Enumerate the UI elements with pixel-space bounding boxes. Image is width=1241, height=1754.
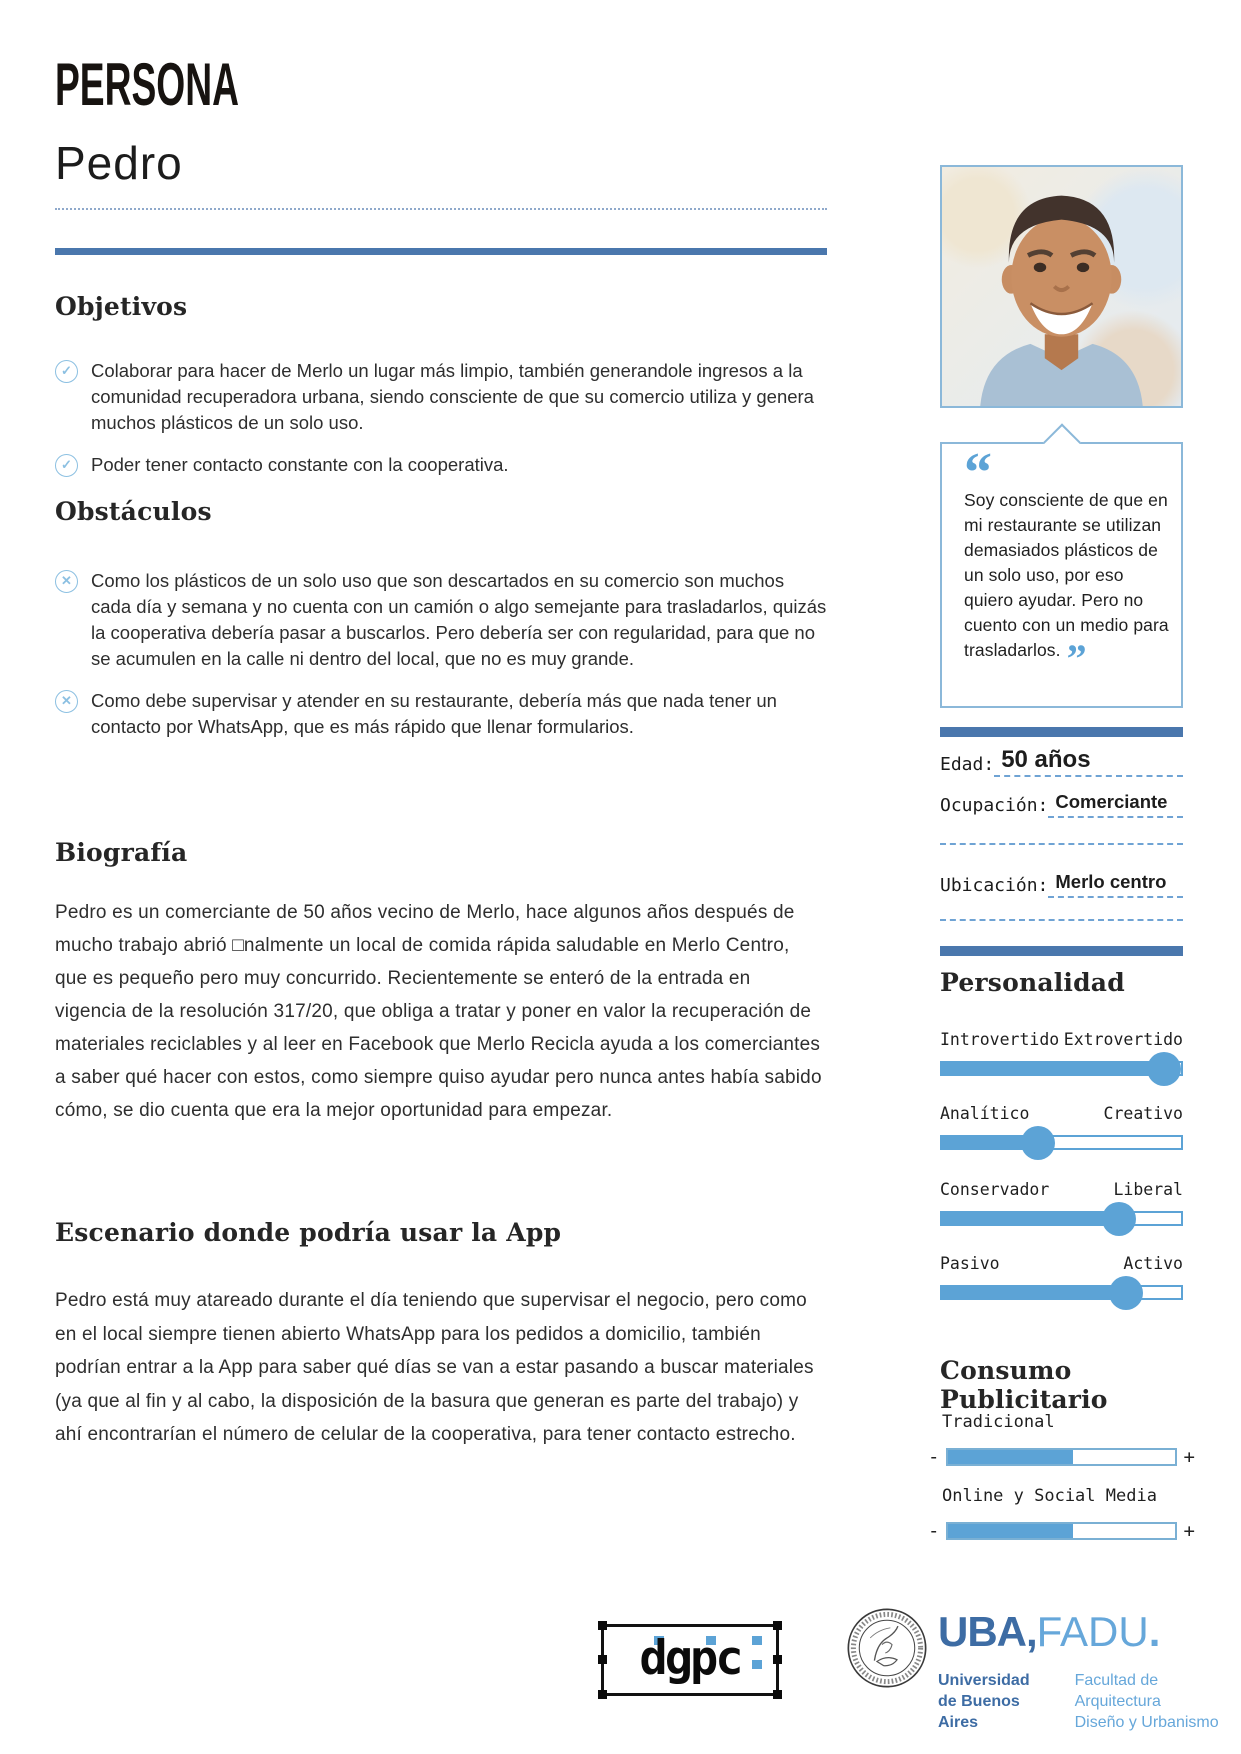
uba-line: Facultad de Arquitectura — [1074, 1672, 1161, 1710]
speech-caret — [1042, 423, 1080, 461]
ad-consumption-bar — [928, 1486, 1195, 1542]
uba-line: Diseño y Urbanismo — [1074, 1714, 1219, 1731]
personalidad-heading: Personalidad — [940, 968, 1125, 997]
slider-left-label: Introvertido — [940, 1030, 1060, 1049]
slider-knob — [1102, 1202, 1136, 1236]
persona-photo — [940, 165, 1183, 408]
sidebar-divider-bar — [940, 727, 1183, 737]
slider-knob — [1021, 1126, 1055, 1160]
consumo-heading: Consumo Publicitario — [940, 1356, 1108, 1414]
sidebar — [928, 0, 1195, 1754]
obstaculos-heading: Obstáculos — [55, 497, 212, 526]
field-value: Comerciante — [1055, 791, 1168, 812]
slider-fill — [942, 1213, 1119, 1224]
ad-bar-label: Tradicional — [942, 1412, 1055, 1432]
uba-faculty-lines — [1075, 1670, 1241, 1733]
page-title: Pedro — [55, 136, 827, 210]
uba-fadu-logo — [938, 1610, 1241, 1733]
selection-handle — [598, 1655, 607, 1664]
biografia-heading: Biografía — [55, 838, 188, 867]
slider-left-label: Pasivo — [940, 1254, 1000, 1273]
sidebar-divider-bar — [940, 946, 1183, 956]
slider-left-label: Conservador — [940, 1180, 1050, 1199]
slider-right-label: Creativo — [1103, 1104, 1183, 1123]
slider-track — [940, 1285, 1183, 1300]
personality-slider — [940, 1030, 1183, 1076]
obstaculos-list — [55, 568, 827, 740]
uba-fadu-title — [938, 1610, 1241, 1664]
uba-seal-icon — [845, 1606, 929, 1692]
list-item — [55, 358, 827, 436]
ad-bar-fill — [948, 1450, 1072, 1464]
uba-university-lines — [938, 1670, 1059, 1733]
slider-track — [940, 1211, 1183, 1226]
pixel-accent — [752, 1636, 762, 1645]
selection-handle — [773, 1621, 782, 1630]
selection-handle — [773, 1690, 782, 1699]
obstaculo-text: Como los plásticos de un solo uso que son descartados en su comercio son muchos cada día y semana y no cuenta con un camión o algo semejante para trasladarlos, quizás la cooperativa debería pasar a buscarlos. Pero debería ser con regularidad, para que no se acumulen en la calle ni dentro del local, que no es muy grande. — [91, 570, 827, 669]
main-divider-bar — [55, 248, 827, 255]
selection-handle — [598, 1621, 607, 1630]
slider-right-label: Extrovertido — [1063, 1030, 1183, 1049]
open-quote-icon: “ — [964, 442, 992, 504]
uba-line: de Buenos Aires — [938, 1693, 1020, 1731]
dashed-line — [940, 919, 1183, 921]
selection-handle — [598, 1690, 607, 1699]
portrait-illustration — [942, 167, 1181, 406]
escenario-text: Pedro está muy atareado durante el día teniendo que supervisar el negocio, pero como en el local siempre tienen abierto WhatsApp para los pedidos a domicilio, también podrían entrar a la App para saber qué días se van a estar pasando a buscar materiales (ya que al fin y al cabo, la disposición de la basura que generan es parte del trabajo) y ahí encontrarían el número de celular de la cooperativa, para tener contacto estrecho. — [55, 1290, 814, 1445]
minus-icon: - — [928, 1520, 940, 1542]
close-quote-icon: ” — [1066, 636, 1087, 681]
x-circle-icon: ✕ — [55, 690, 78, 713]
uba-acronym: UBA, — [938, 1608, 1037, 1655]
list-item — [55, 452, 827, 478]
slider-right-label: Liberal — [1113, 1180, 1183, 1199]
objetivo-text: Poder tener contacto constante con la cooperativa. — [91, 454, 509, 475]
pixel-accent — [752, 1660, 762, 1669]
fadu-acronym: FADU — [1036, 1608, 1149, 1655]
dashed-line — [940, 843, 1183, 845]
field-ocupacion — [940, 792, 1183, 818]
selection-handle — [773, 1655, 782, 1664]
slider-left-label: Analítico — [940, 1104, 1030, 1123]
field-value: Merlo centro — [1055, 871, 1167, 892]
obstaculo-text: Como debe supervisar y atender en su restaurante, debería más que nada tener un contacto por WhatsApp, que es más rápido que llenar formularios. — [91, 690, 777, 737]
objetivos-heading: Objetivos — [55, 292, 188, 321]
slider-knob — [1147, 1052, 1181, 1086]
main-column — [55, 0, 827, 1754]
objetivo-text: Colaborar para hacer de Merlo un lugar más limpio, también generandole ingresos a la comunidad recuperadora urbana, siendo consciente de que su comercio utiliza y genera muchos plásticos de un solo uso. — [91, 360, 814, 433]
check-circle-icon: ✓ — [55, 454, 78, 477]
ad-bar-fill — [948, 1524, 1072, 1538]
slider-right-label: Activo — [1123, 1254, 1183, 1273]
biografia-text: Pedro es un comerciante de 50 años vecino de Merlo, hace algunos años después de mucho trabajo abrió □nalmente un local de comida rápida saludable en Merlo Centro, que es pequeño pero muy concurrido. Recientemente se enteró de la entrada en vigencia de la resolución 317/20, que obliga a tratar y poner en valor la recuperación de materiales reciclables y al leer en Facebook que Merlo Recicla ayuda a los comerciantes a saber qué hacer con estos, como siempre quiso ayudar pero nunca antes había sabido cómo, se dio cuenta que era la mejor oportunidad para empezar. — [55, 902, 822, 1121]
slider-fill — [942, 1287, 1126, 1298]
escenario-heading: Escenario donde podría usar la App — [55, 1218, 562, 1247]
slider-fill — [942, 1063, 1164, 1074]
objetivos-list — [55, 358, 827, 478]
field-value: 50 años — [1001, 746, 1091, 773]
dgpc-logo — [601, 1624, 779, 1696]
field-ubicacion — [940, 872, 1183, 898]
list-item — [55, 568, 827, 672]
quote-box — [940, 442, 1183, 708]
x-circle-icon: ✕ — [55, 570, 78, 593]
fadu-dot: . — [1148, 1608, 1161, 1655]
slider-track — [940, 1135, 1183, 1150]
minus-icon: - — [928, 1446, 940, 1468]
plus-icon: + — [1183, 1520, 1195, 1542]
ad-bar-track — [946, 1448, 1176, 1466]
quote-text: Soy consciente de que en mi restaurante se utilizan demasiados plásticos de un solo uso, por eso quiero ayudar. Pero no cuento con un medio para trasladarlos. — [964, 490, 1169, 660]
field-label: Edad: — [940, 754, 995, 775]
check-circle-icon: ✓ — [55, 360, 78, 383]
personality-slider — [940, 1254, 1183, 1300]
ad-bar-label: Online y Social Media — [942, 1486, 1157, 1506]
dgpc-logo-text: dgpc — [639, 1630, 741, 1686]
list-item — [55, 688, 827, 740]
slider-track — [940, 1061, 1183, 1076]
ad-consumption-bar — [928, 1412, 1195, 1468]
field-edad — [940, 748, 1183, 777]
plus-icon: + — [1183, 1446, 1195, 1468]
personality-slider — [940, 1104, 1183, 1150]
ad-bar-track — [946, 1522, 1176, 1540]
uba-line: Universidad — [938, 1672, 1030, 1689]
field-label: Ocupación: — [940, 795, 1049, 816]
personality-slider — [940, 1180, 1183, 1226]
field-label: Ubicación: — [940, 875, 1049, 896]
persona-brand-logo: PERSONA — [55, 51, 239, 118]
slider-knob — [1109, 1276, 1143, 1310]
